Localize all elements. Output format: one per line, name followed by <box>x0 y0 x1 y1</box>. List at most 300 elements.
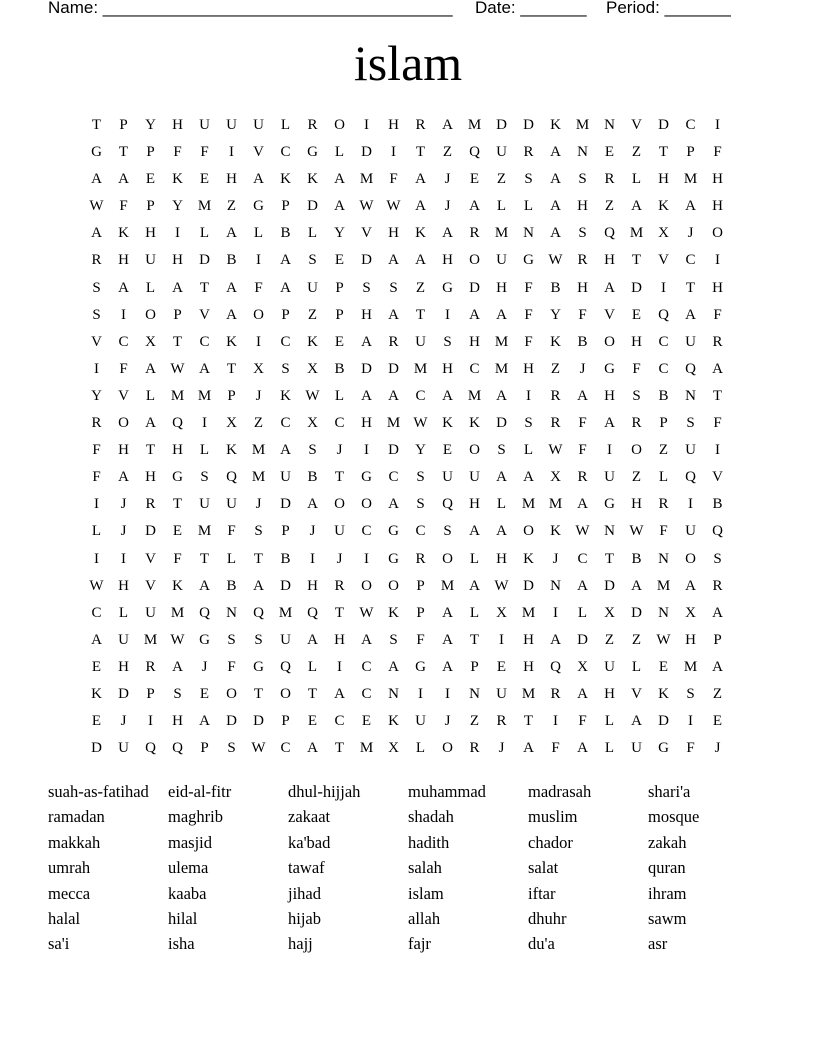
grid-letter: H <box>442 252 453 269</box>
grid-letter: S <box>254 523 263 540</box>
grid-letter: C <box>361 685 372 702</box>
word-list-item: dhuhr <box>528 908 567 928</box>
grid-letter: L <box>91 523 102 540</box>
grid-letter: H <box>334 631 345 648</box>
grid-letter: M <box>494 360 509 377</box>
word-list-item: dhul-hijjah <box>288 782 361 801</box>
grid-letter: Z <box>226 198 237 215</box>
grid-letter: E <box>469 171 480 188</box>
grid-letter: N <box>604 117 615 133</box>
grid-letter: M <box>467 117 482 133</box>
grid-letter: R <box>91 415 102 432</box>
grid-letter: E <box>658 658 669 675</box>
grid-letter: P <box>146 144 155 161</box>
grid-letter: I <box>553 604 558 621</box>
grid-letter: D <box>388 360 399 377</box>
grid-letter: D <box>280 577 291 594</box>
grid-letter: F <box>686 740 695 757</box>
grid-letter: L <box>631 658 642 675</box>
grid-letter: S <box>173 685 182 702</box>
grid-letter: X <box>496 604 507 621</box>
grid-letter: M <box>143 631 158 648</box>
grid-letter: J <box>579 360 586 377</box>
grid-letter: D <box>361 252 372 269</box>
grid-letter: A <box>226 225 237 242</box>
grid-letter: H <box>361 306 372 323</box>
grid-letter: Q <box>658 306 669 323</box>
grid-letter: S <box>713 550 722 567</box>
grid-letter: A <box>550 171 561 188</box>
grid-letter: K <box>118 225 129 242</box>
grid-letter: X <box>685 604 696 621</box>
grid-letter: R <box>550 685 561 702</box>
grid-letter: C <box>577 550 588 567</box>
grid-letter: M <box>494 333 509 350</box>
grid-letter: F <box>551 740 560 757</box>
word-list <box>48 779 768 957</box>
grid-letter: W <box>359 604 374 621</box>
grid-letter: M <box>521 496 536 513</box>
grid-letter: X <box>388 740 399 757</box>
grid-letter: S <box>92 279 101 296</box>
grid-letter: Z <box>631 469 642 486</box>
grid-letter: O <box>361 496 372 513</box>
grid-letter: H <box>712 198 723 215</box>
grid-letter: L <box>253 225 264 242</box>
grid-letter: H <box>631 496 642 513</box>
grid-letter: D <box>307 198 318 215</box>
grid-letter: M <box>359 740 374 757</box>
grid-letter: V <box>118 387 129 404</box>
grid-letter: A <box>577 387 588 404</box>
grid-letter: W <box>89 198 104 215</box>
grid-letter: A <box>550 225 561 242</box>
grid-letter: P <box>146 198 155 215</box>
grid-letter: D <box>658 117 669 133</box>
grid-letter: F <box>524 306 533 323</box>
grid-letter: V <box>631 117 642 133</box>
grid-letter: I <box>715 117 720 133</box>
grid-letter: F <box>254 279 263 296</box>
grid-letter: U <box>496 685 507 702</box>
grid-letter: A <box>577 740 588 757</box>
grid-letter: O <box>712 225 723 242</box>
grid-letter: Z <box>253 415 264 432</box>
grid-letter: S <box>578 225 587 242</box>
grid-letter: S <box>632 387 641 404</box>
grid-letter: A <box>469 577 480 594</box>
grid-letter: L <box>199 225 210 242</box>
grid-letter: R <box>658 496 669 513</box>
grid-letter: K <box>226 442 237 459</box>
grid-letter: A <box>442 631 453 648</box>
grid-letter: B <box>334 360 345 377</box>
grid-letter: M <box>683 171 698 188</box>
grid-letter: J <box>336 550 343 567</box>
grid-letter: Q <box>145 740 156 757</box>
grid-letter: G <box>199 631 210 648</box>
grid-letter: N <box>226 604 237 621</box>
word-list-item: salah <box>408 858 442 878</box>
grid-letter: I <box>715 442 720 459</box>
grid-letter: U <box>145 604 156 621</box>
word-list-item: suah-as-fatihad <box>48 782 149 801</box>
grid-letter: I <box>121 550 126 567</box>
grid-letter: L <box>469 604 480 621</box>
grid-letter: I <box>202 415 207 432</box>
grid-letter: C <box>415 387 426 404</box>
grid-letter: F <box>119 198 128 215</box>
grid-letter: A <box>496 469 507 486</box>
grid-letter: K <box>658 198 669 215</box>
grid-letter: A <box>118 469 129 486</box>
grid-letter: W <box>251 740 266 757</box>
word-list-item: sawm <box>648 908 687 928</box>
grid-letter: P <box>416 577 425 594</box>
grid-letter: M <box>251 469 266 486</box>
grid-letter: R <box>415 550 426 567</box>
grid-letter: A <box>442 117 453 133</box>
grid-letter: G <box>442 279 453 296</box>
grid-letter: A <box>712 604 723 621</box>
grid-letter: A <box>199 360 210 377</box>
grid-letter: E <box>361 713 372 730</box>
grid-letter: S <box>389 631 398 648</box>
grid-letter: I <box>229 144 234 161</box>
grid-letter: R <box>577 469 588 486</box>
grid-letter: I <box>256 333 261 350</box>
grid-letter: U <box>118 740 129 757</box>
grid-letter: O <box>145 306 156 323</box>
grid-letter: W <box>413 415 428 432</box>
grid-letter: T <box>253 550 264 567</box>
grid-letter: H <box>523 360 534 377</box>
grid-letter: Y <box>145 117 156 133</box>
grid-letter: T <box>604 550 615 567</box>
grid-letter: K <box>658 685 669 702</box>
grid-letter: J <box>687 225 694 242</box>
grid-letter: A <box>118 279 129 296</box>
grid-letter: A <box>307 631 318 648</box>
grid-letter: A <box>334 198 345 215</box>
grid-letter: B <box>280 225 291 242</box>
grid-letter: G <box>523 252 534 269</box>
grid-letter: U <box>253 117 264 133</box>
period-field-label: Period: _______ <box>606 0 731 17</box>
grid-letter: M <box>440 577 455 594</box>
grid-letter: F <box>659 523 668 540</box>
grid-letter: P <box>470 658 479 675</box>
grid-letter: R <box>469 740 480 757</box>
grid-letter: J <box>120 523 127 540</box>
grid-letter: J <box>714 740 721 757</box>
grid-letter: U <box>604 658 615 675</box>
grid-letter: A <box>469 198 480 215</box>
grid-letter: A <box>199 577 210 594</box>
grid-letter: C <box>334 713 345 730</box>
grid-letter: G <box>307 144 318 161</box>
word-list-item: iftar <box>528 883 556 903</box>
grid-letter: V <box>199 306 210 323</box>
grid-letter: C <box>361 658 372 675</box>
grid-letter: Z <box>307 306 318 323</box>
grid-letter: J <box>309 523 316 540</box>
grid-letter: R <box>712 577 723 594</box>
grid-letter: W <box>305 387 320 404</box>
grid-letter: I <box>445 685 450 702</box>
grid-letter: S <box>524 171 533 188</box>
grid-letter: I <box>175 225 180 242</box>
grid-letter: K <box>415 225 426 242</box>
page-title: islam <box>353 35 463 91</box>
grid-letter: A <box>577 496 588 513</box>
grid-letter: W <box>575 523 590 540</box>
grid-letter: W <box>548 252 563 269</box>
grid-letter: M <box>278 604 293 621</box>
grid-letter: Q <box>604 225 615 242</box>
word-list-item: ihram <box>648 883 687 903</box>
grid-letter: O <box>253 306 264 323</box>
grid-letter: B <box>226 577 237 594</box>
grid-letter: I <box>121 306 126 323</box>
grid-letter: H <box>172 713 183 730</box>
grid-letter: F <box>632 360 641 377</box>
grid-letter: L <box>415 740 426 757</box>
grid-letter: A <box>442 387 453 404</box>
grid-letter: T <box>91 117 102 133</box>
grid-letter: I <box>445 306 450 323</box>
grid-letter: Q <box>280 658 291 675</box>
grid-letter: C <box>658 333 669 350</box>
grid-letter: H <box>469 333 480 350</box>
grid-letter: L <box>145 387 156 404</box>
grid-letter: N <box>388 685 399 702</box>
grid-letter: N <box>550 577 561 594</box>
grid-letter: Q <box>172 415 183 432</box>
grid-letter: C <box>199 333 210 350</box>
grid-letter: A <box>631 198 642 215</box>
grid-letter: H <box>388 225 399 242</box>
grid-letter: R <box>712 333 723 350</box>
grid-letter: K <box>307 333 318 350</box>
grid-letter: L <box>199 442 210 459</box>
grid-letter: E <box>172 523 183 540</box>
grid-letter: D <box>145 523 156 540</box>
grid-letter: H <box>118 442 129 459</box>
grid-letter: D <box>604 577 615 594</box>
grid-letter: Q <box>469 144 480 161</box>
grid-letter: I <box>256 252 261 269</box>
grid-letter: O <box>388 577 399 594</box>
grid-letter: Q <box>172 740 183 757</box>
grid-letter: D <box>280 496 291 513</box>
grid-letter: A <box>226 279 237 296</box>
word-list-item: isha <box>168 934 195 954</box>
word-list-item: tawaf <box>288 858 325 878</box>
grid-letter: A <box>91 171 102 188</box>
grid-letter: W <box>386 198 401 215</box>
grid-letter: U <box>334 523 345 540</box>
word-list-item: halal <box>48 908 81 928</box>
grid-letter: C <box>388 469 399 486</box>
grid-letter: T <box>523 713 534 730</box>
grid-letter: S <box>578 171 587 188</box>
grid-letter: X <box>658 225 669 242</box>
grid-letter: N <box>658 604 669 621</box>
grid-letter: I <box>661 279 666 296</box>
grid-letter: S <box>686 415 695 432</box>
grid-letter: P <box>200 740 209 757</box>
word-list-item: zakah <box>648 832 687 852</box>
grid-letter: A <box>361 631 372 648</box>
grid-letter: H <box>685 631 696 648</box>
grid-letter: H <box>172 117 183 133</box>
grid-letter: V <box>361 225 372 242</box>
grid-letter: L <box>604 740 615 757</box>
grid-letter: Z <box>415 279 426 296</box>
grid-letter: K <box>442 415 453 432</box>
word-list-item: salat <box>528 858 559 878</box>
grid-letter: J <box>120 713 127 730</box>
grid-letter: F <box>578 415 587 432</box>
grid-letter: Y <box>550 306 561 323</box>
grid-letter: E <box>91 658 102 675</box>
grid-letter: K <box>280 171 291 188</box>
grid-letter: I <box>715 252 720 269</box>
grid-letter: A <box>550 631 561 648</box>
grid-letter: V <box>145 550 156 567</box>
grid-letter: R <box>415 117 426 133</box>
worksheet-header <box>48 0 748 20</box>
grid-letter: A <box>415 198 426 215</box>
grid-letter: T <box>118 144 129 161</box>
grid-letter: T <box>334 604 345 621</box>
grid-letter: R <box>631 415 642 432</box>
grid-letter: M <box>521 685 536 702</box>
grid-letter: S <box>200 469 209 486</box>
grid-letter: L <box>469 550 480 567</box>
grid-letter: M <box>467 387 482 404</box>
word-list-item: zakaat <box>288 807 331 827</box>
grid-letter: H <box>145 469 156 486</box>
grid-letter: J <box>444 198 451 215</box>
grid-letter: D <box>577 631 588 648</box>
grid-letter: H <box>604 387 615 404</box>
grid-letter: A <box>469 306 480 323</box>
grid-letter: E <box>307 713 318 730</box>
grid-letter: N <box>577 144 588 161</box>
grid-letter: P <box>119 117 128 133</box>
grid-letter: P <box>173 306 182 323</box>
grid-letter: H <box>712 171 723 188</box>
word-list-item: hajj <box>288 934 313 954</box>
grid-letter: T <box>685 279 696 296</box>
grid-letter: R <box>550 387 561 404</box>
grid-letter: F <box>227 523 236 540</box>
grid-letter: A <box>577 577 588 594</box>
word-list-item: masjid <box>168 832 212 852</box>
grid-letter: R <box>91 252 102 269</box>
grid-letter: G <box>388 523 399 540</box>
grid-letter: T <box>631 252 642 269</box>
word-list-item: hilal <box>168 908 198 928</box>
grid-letter: C <box>334 415 345 432</box>
grid-letter: K <box>388 604 399 621</box>
grid-letter: N <box>469 685 480 702</box>
grid-letter: U <box>199 496 210 513</box>
grid-letter: D <box>523 117 534 133</box>
grid-letter: M <box>683 658 698 675</box>
grid-letter: P <box>335 306 344 323</box>
grid-letter: I <box>391 144 396 161</box>
grid-letter: E <box>145 171 156 188</box>
grid-letter: R <box>388 333 399 350</box>
grid-letter: R <box>145 496 156 513</box>
grid-letter: U <box>415 713 426 730</box>
grid-letter: D <box>658 713 669 730</box>
word-list-item: asr <box>648 934 668 954</box>
grid-letter: H <box>523 658 534 675</box>
word-list-item: shari'a <box>648 782 691 801</box>
grid-letter: A <box>172 279 183 296</box>
grid-letter: I <box>364 550 369 567</box>
grid-letter: K <box>307 171 318 188</box>
grid-letter: M <box>386 415 401 432</box>
word-list-item: muslim <box>528 807 578 827</box>
grid-letter: E <box>334 252 345 269</box>
grid-letter: F <box>524 333 533 350</box>
grid-letter: L <box>496 198 507 215</box>
grid-letter: D <box>388 442 399 459</box>
grid-letter: R <box>496 713 507 730</box>
grid-letter: G <box>604 360 615 377</box>
grid-letter: F <box>200 144 209 161</box>
grid-letter: E <box>496 658 507 675</box>
grid-letter: A <box>307 496 318 513</box>
grid-letter: S <box>686 685 695 702</box>
grid-letter: R <box>469 225 480 242</box>
grid-letter: A <box>712 360 723 377</box>
grid-letter: S <box>389 279 398 296</box>
grid-letter: A <box>388 252 399 269</box>
grid-letter: A <box>334 171 345 188</box>
grid-letter: E <box>199 685 210 702</box>
grid-letter: S <box>524 415 533 432</box>
grid-letter: A <box>388 496 399 513</box>
grid-letter: B <box>280 550 291 567</box>
grid-letter: Z <box>604 631 615 648</box>
grid-letter: P <box>659 415 668 432</box>
grid-letter: Q <box>307 604 318 621</box>
grid-letter: A <box>496 306 507 323</box>
word-list-item: muhammad <box>408 782 486 801</box>
word-list-item: mosque <box>648 807 700 827</box>
grid-letter: K <box>550 523 561 540</box>
grid-letter: E <box>199 171 210 188</box>
grid-letter: H <box>226 171 237 188</box>
grid-letter: H <box>118 577 129 594</box>
grid-letter: D <box>631 279 642 296</box>
grid-letter: V <box>631 685 642 702</box>
grid-letter: C <box>658 360 669 377</box>
word-list-item: du'a <box>528 934 555 954</box>
grid-letter: A <box>496 523 507 540</box>
word-list-item: mecca <box>48 883 91 903</box>
grid-letter: I <box>553 713 558 730</box>
grid-letter: A <box>550 144 561 161</box>
grid-letter: U <box>442 469 453 486</box>
grid-letter: P <box>713 631 722 648</box>
